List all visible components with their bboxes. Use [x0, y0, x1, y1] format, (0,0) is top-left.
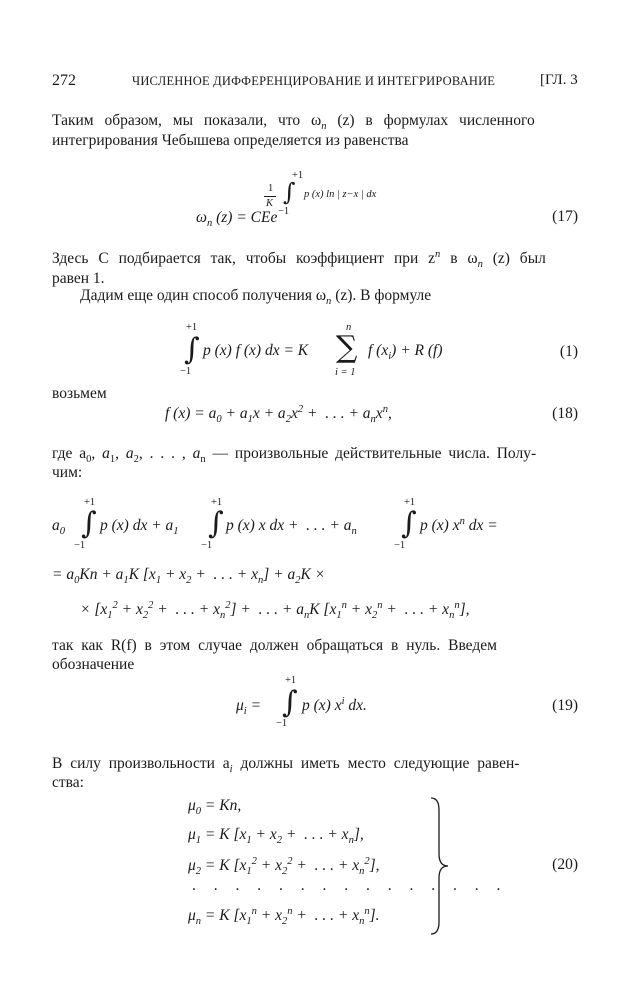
- paragraph-line: обозначение: [52, 656, 135, 673]
- page-number: 272: [52, 72, 76, 89]
- paragraph-line: равен 1.: [52, 270, 105, 287]
- paragraph-line: так как R(f) в этом случае должен обращаться в нуль. Введем: [52, 637, 497, 654]
- paragraph-line: Таким образом, мы показали, что $\omega_n$ (z) в формулах численного: [52, 112, 535, 133]
- equation-number: (20): [552, 856, 578, 873]
- chapter-label: [ГЛ. 3: [540, 72, 578, 88]
- equation-number: (18): [552, 405, 578, 422]
- equation-18: f $(x) = a_0 + a_1x + a_2x^2$ + . . . + $a_nx^n$,: [165, 403, 392, 426]
- paragraph-line: интегрирования Чебышева определяется из равенства: [52, 132, 409, 149]
- paragraph-line: В силу произвольности $a_i$ должны иметь место следующие равен-: [52, 755, 520, 776]
- paragraph-line: ства:: [52, 774, 84, 791]
- paragraph-line: Дадим еще один способ получения $\omega_n$ (z). В формуле: [80, 287, 432, 308]
- right-brace: [428, 796, 452, 936]
- paragraph-line: возьмем: [52, 385, 107, 402]
- paragraph-line: Здесь C подбирается так, чтобы коэффициент при $z^n$ в $\omega_n$ (z) был: [52, 248, 546, 271]
- equation-number: (1): [559, 343, 578, 360]
- paragraph-line: чим:: [52, 464, 83, 481]
- running-title: ЧИСЛЕННОЕ ДИФФЕРЕНЦИРОВАНИЕ И ИНТЕГРИРОВАНИЕ: [132, 74, 496, 88]
- equation-number: (19): [552, 697, 578, 714]
- equation-number: (17): [552, 208, 578, 225]
- paragraph-line: где $a_0$, $a_1$, $a_2$, . . . , $a_n$ — произвольные действительные числа. Полу-: [52, 445, 537, 466]
